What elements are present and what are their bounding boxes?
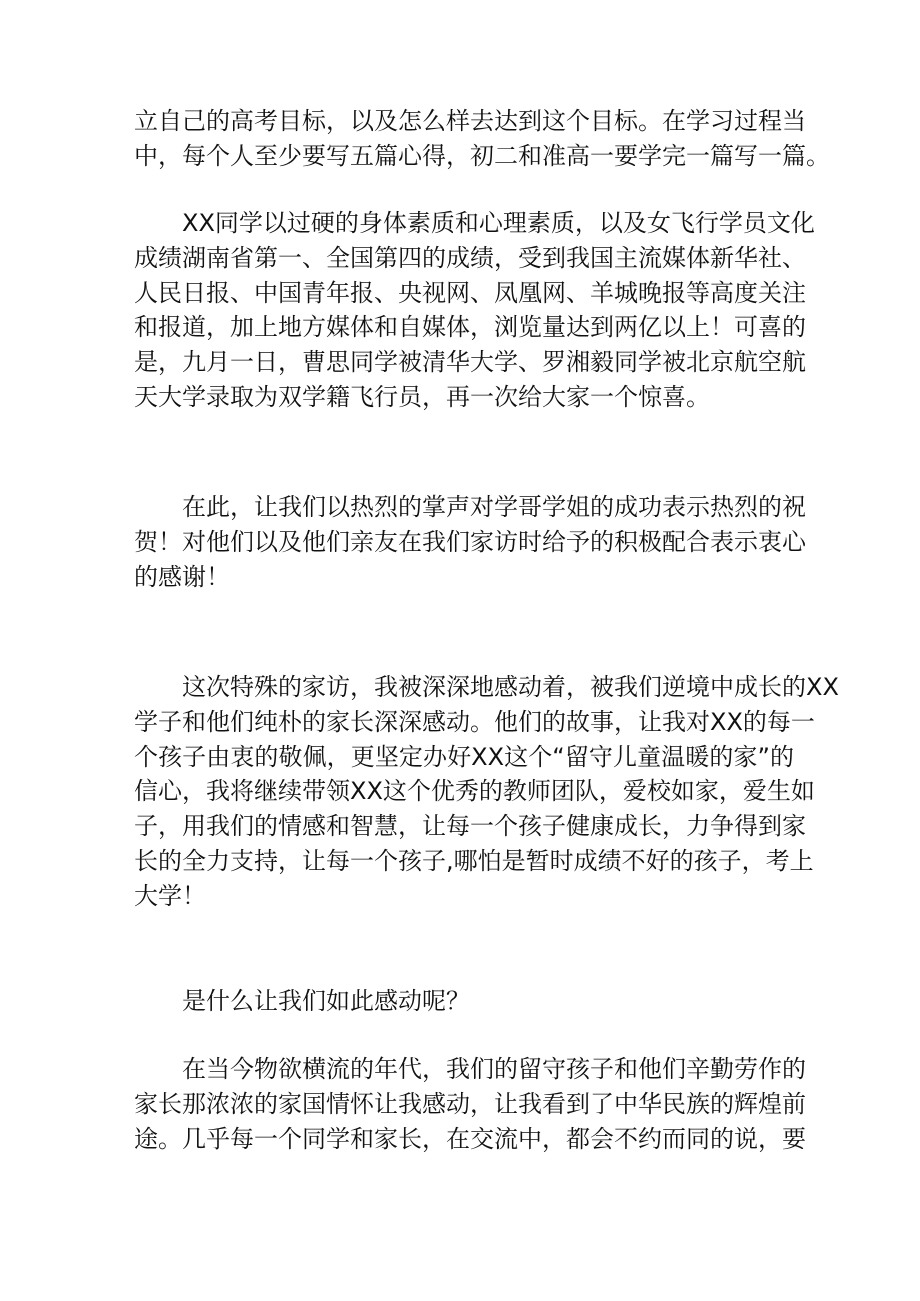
paragraph-line: 立自己的高考目标，以及怎么样去达到这个目标。在学习过程当 xyxy=(134,107,806,135)
paragraph-line: XX同学以过硬的身体素质和心理素质，以及女飞行学员文化 xyxy=(182,209,815,237)
paragraph-line: 长的全力支持，让每一个孩子,哪怕是暂时成绩不好的孩子，考上 xyxy=(134,847,814,875)
paragraph-line: 的感谢！ xyxy=(134,563,230,591)
paragraph-line: 是什么让我们如此感动呢？ xyxy=(182,987,470,1015)
paragraph-line: 在当今物欲横流的年代，我们的留守孩子和他们辛勤劳作的 xyxy=(182,1055,806,1083)
paragraph-line: 家长那浓浓的家国情怀让我感动，让我看到了中华民族的辉煌前 xyxy=(134,1089,806,1118)
paragraph-line: 个孩子由衷的敬佩，更坚定办好XX这个“留守儿童温暖的家”的 xyxy=(134,742,794,771)
paragraph-line: 人民日报、中国青年报、央视网、凤凰网、羊城晚报等高度关注 xyxy=(134,278,806,307)
paragraph-line: 和报道，加上地方媒体和自媒体，浏览量达到两亿以上！可喜的 xyxy=(134,313,806,342)
paragraph-line: 贺！对他们以及他们亲友在我们家访时给予的积极配合表示衷心 xyxy=(134,528,806,556)
paragraph-line: 学子和他们纯朴的家长深深感动。他们的故事，让我对XX的每一 xyxy=(134,707,815,736)
paragraph-line: 成绩湖南省第一、全国第四的成绩，受到我国主流媒体新华社、 xyxy=(134,243,806,272)
paragraph-line: 天大学录取为双学籍飞行员，再一次给大家一个惊喜。 xyxy=(134,383,710,411)
paragraph-line: 这次特殊的家访，我被深深地感动着，被我们逆境中成长的XX xyxy=(182,673,839,701)
paragraph-line: 在此，让我们以热烈的掌声对学哥学姐的成功表示热烈的祝 xyxy=(182,493,806,521)
paragraph-line: 途。几乎每一个同学和家长，在交流中，都会不约而同的说，要 xyxy=(134,1124,806,1153)
paragraph-line: 是，九月一日，曹思同学被清华大学、罗湘毅同学被北京航空航 xyxy=(134,348,806,377)
paragraph-line: 大学！ xyxy=(134,881,206,910)
paragraph-line: 子，用我们的情感和智慧，让每一个孩子健康成长，力争得到家 xyxy=(134,812,806,841)
paragraph-line: 信心，我将继续带领XX这个优秀的教师团队，爱校如家，爱生如 xyxy=(134,777,815,806)
paragraph-line: 中，每个人至少要写五篇心得，初二和准高一要学完一篇写一篇。 xyxy=(134,141,830,170)
